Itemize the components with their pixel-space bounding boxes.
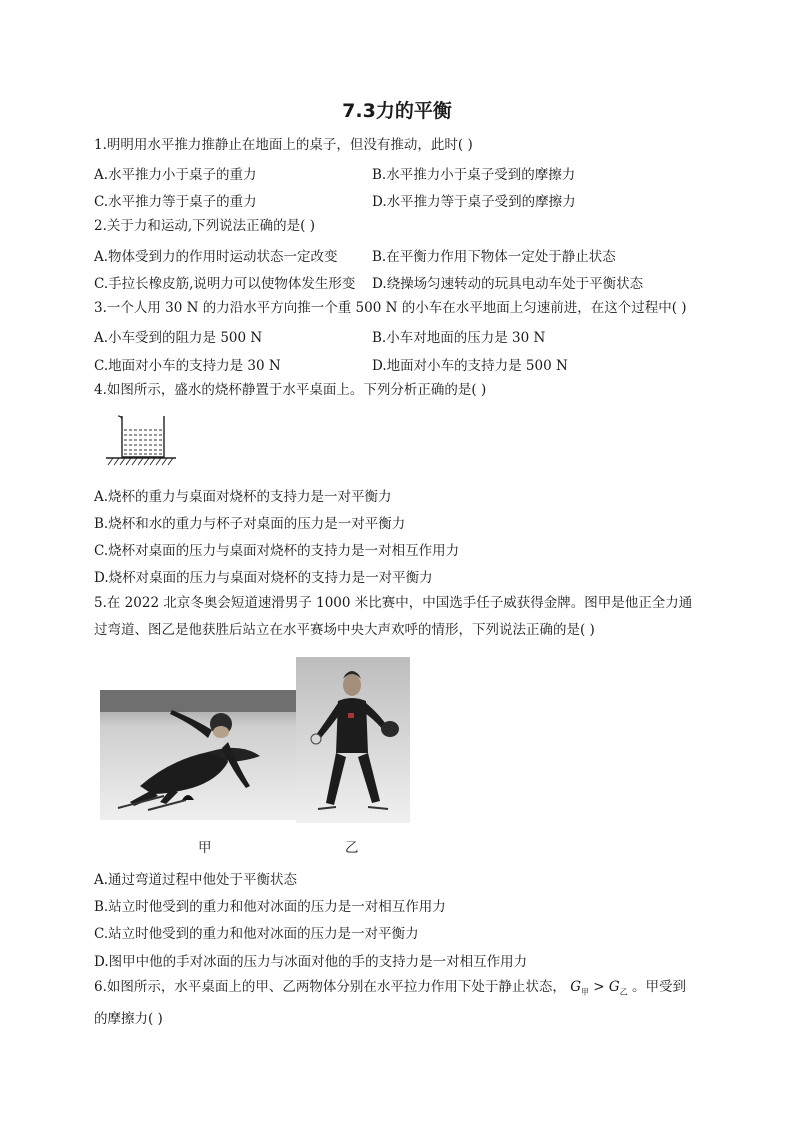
- q6-stem-line2: 的摩擦力( ): [94, 1011, 163, 1027]
- q1-option-a: A.水平推力小于桌子的重力: [94, 167, 257, 183]
- q5-stem-line2: 过弯道、图乙是他获胜后站立在水平赛场中央大声欢呼的情形，下列说法正确的是( ): [94, 622, 595, 638]
- q4-option-d: D.烧杯对桌面的压力与桌面对烧杯的支持力是一对平衡力: [94, 570, 433, 586]
- q1-option-d: D.水平推力等于桌子受到的摩擦力: [372, 194, 576, 210]
- q4-option-a: A.烧杯的重力与桌面对烧杯的支持力是一对平衡力: [94, 489, 392, 505]
- q1-option-b: B.水平推力小于桌子受到的摩擦力: [372, 167, 576, 183]
- q2-option-c: C.手拉长橡皮筋,说明力可以使物体发生形变: [94, 276, 356, 292]
- formula-sub2: 乙: [619, 987, 628, 997]
- formula-sub1: 甲: [580, 987, 589, 997]
- q4-stem: 4.如图所示，盛水的烧杯静置于水平桌面上。下列分析正确的是( ): [94, 382, 487, 398]
- page-title: 7.3力的平衡: [342, 100, 452, 122]
- q5-stem-line1: 5.在 2022 北京冬奥会短道速滑男子 1000 米比赛中，中国选手任子威获得金牌。图甲是他正全力通: [94, 595, 693, 611]
- formula-gt: >: [588, 979, 609, 995]
- q5-option-a: A.通过弯道过程中他处于平衡状态: [94, 872, 298, 888]
- q6-stem-line1: [94, 978, 686, 1002]
- q4-option-c: C.烧杯对桌面的压力与桌面对烧杯的支持力是一对相互作用力: [94, 543, 460, 559]
- q3-option-a: A.小车受到的阻力是 500 N: [94, 330, 263, 346]
- q3-option-b: B.小车对地面的压力是 30 N: [372, 330, 546, 346]
- q6-stem-tail: 。甲受到: [631, 979, 686, 995]
- beaker-on-table-figure: [104, 412, 178, 466]
- q4-option-b: B.烧杯和水的重力与杯子对桌面的压力是一对平衡力: [94, 516, 406, 532]
- q3-stem: 3.一个人用 30 N 的力沿水平方向推一个重 500 N 的小车在水平地面上匀速前进，在这个过程中( ): [94, 300, 687, 316]
- q2-option-b: B.在平衡力作用下物体一定处于静止状态: [372, 249, 616, 265]
- q6-formula: [570, 979, 632, 995]
- q5-option-d: D.图甲中他的手对冰面的压力与冰面对他的手的支持力是一对相互作用力: [94, 954, 528, 970]
- q2-option-a: A.物体受到力的作用时运动状态一定改变: [94, 249, 338, 265]
- q6-stem-text: 6.如图所示，水平桌面上的甲、乙两物体分别在水平拉力作用下处于静止状态，: [94, 979, 566, 995]
- caption-jia: 甲: [198, 840, 212, 856]
- skater-cheering-photo: [296, 657, 410, 823]
- formula-g2: G: [608, 979, 620, 995]
- q5-option-c: C.站立时他受到的重力和他对冰面的压力是一对平衡力: [94, 926, 419, 942]
- formula-g1: G: [570, 979, 581, 995]
- q2-option-d: D.绕操场匀速转动的玩具电动车处于平衡状态: [372, 276, 644, 292]
- q1-stem: 1.明明用水平推力推静止在地面上的桌子，但没有推动，此时( ): [94, 137, 473, 153]
- q5-option-b: B.站立时他受到的重力和他对冰面的压力是一对相互作用力: [94, 899, 446, 915]
- q1-option-c: C.水平推力等于桌子的重力: [94, 194, 257, 210]
- q3-option-c: C.地面对小车的支持力是 30 N: [94, 358, 281, 374]
- skater-cornering-photo: [100, 690, 296, 820]
- q2-stem: 2.关于力和运动,下列说法正确的是( ): [94, 218, 315, 234]
- q3-option-d: D.地面对小车的支持力是 500 N: [372, 358, 568, 374]
- caption-yi: 乙: [345, 840, 359, 856]
